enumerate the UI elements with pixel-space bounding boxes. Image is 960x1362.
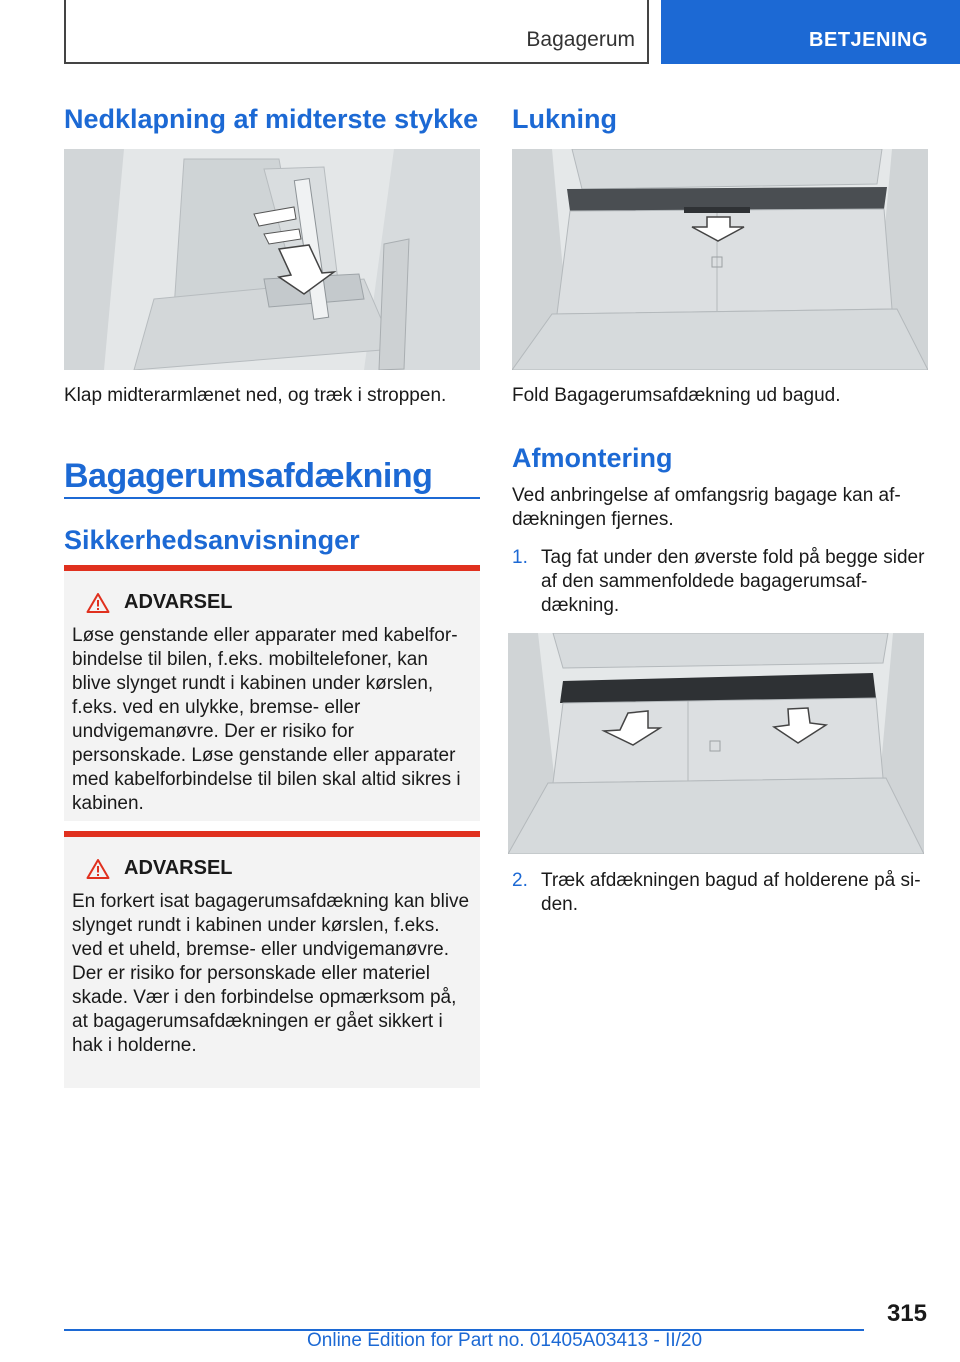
chapter-tab-label: BETJENING xyxy=(809,29,928,51)
warning-label: ADVARSEL xyxy=(124,857,233,879)
warning-box-1 xyxy=(64,565,480,821)
warning-triangle-icon xyxy=(86,858,110,880)
figure-unfold-cover xyxy=(512,149,928,370)
step-number: 2. xyxy=(512,870,528,891)
step-text: Tag fat under den øverste fold på begge sider af den sammenfoldede bagagerumsafdækning. xyxy=(541,547,925,616)
footer-edition-link[interactable]: Online Edition for Part no. 01405A03413 - II/20 xyxy=(307,1330,703,1351)
warning-label: ADVARSEL xyxy=(124,591,233,613)
figure-caption-unfold: Fold Bagagerumsafdækning ud bagud. xyxy=(512,385,841,406)
heading-removal: Afmontering xyxy=(512,443,673,473)
figure-caption-armrest: Klap midterarmlænet ned, og træk i stroppen. xyxy=(64,385,447,406)
removal-intro: Ved anbringelse af omfangsrig bagage kan afdækningen fjernes. xyxy=(512,485,901,530)
heading-fold-middle: Nedklapning af midterste stykke xyxy=(64,104,479,134)
figure-remove-cover xyxy=(508,633,924,854)
warning-text: Løse genstande eller apparater med kabelforbindelse til bilen, f.eks. mobiltelefoner, kan blive slynget rundt i kabinen under kørslen, f.eks. ved en ulykke, bremse- eller undvigemanøvre. Der er risiko for personskade. Løse genstande eller apparater med kabelforbindelse til bilen skal altid sikres i kabinen. xyxy=(72,625,461,814)
step-2 xyxy=(512,869,932,917)
page-number: 315 xyxy=(886,1300,927,1327)
chapter-tab[interactable] xyxy=(661,0,960,64)
figure-armrest xyxy=(64,149,480,370)
chapter-title: Bagagerumsafdækning xyxy=(64,457,433,495)
step-1 xyxy=(512,546,932,618)
heading-closing: Lukning xyxy=(512,104,617,134)
step-text: Træk afdækningen bagud af holderene på siden. xyxy=(541,870,921,915)
warning-box-2 xyxy=(64,831,480,1088)
heading-safety: Sikkerhedsanvisninger xyxy=(64,525,360,555)
section-title: Bagagerum xyxy=(526,28,635,51)
warning-triangle-icon xyxy=(86,592,110,614)
header-box xyxy=(64,0,649,64)
step-number: 1. xyxy=(512,547,528,568)
chapter-title-rule xyxy=(64,497,480,499)
warning-text: En forkert isat bagagerumsafdækning kan blive slynget rundt i kabinen under kørslen, f.eks. ved et uheld, bremse- eller undvigemanøvre. Der er risiko for personskade eller materiel skade. Vær i den forbindelse opmærksom på, at bagagerumsafdækningen er gået sikkert i hak i holderne. xyxy=(72,891,470,1056)
